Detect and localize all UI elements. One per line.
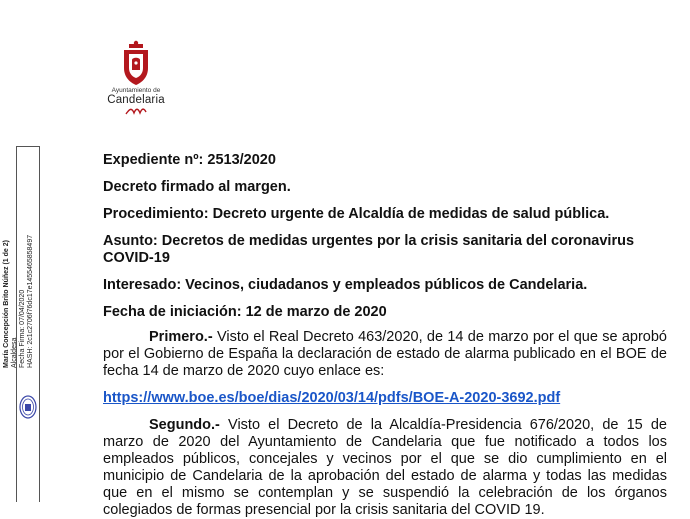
flourish-icon [124, 106, 148, 116]
signer-name: María Concepción Brito Núñez (1 de 2) [3, 240, 10, 368]
signature-date: Fecha Firma: 07/04/2020 [19, 289, 26, 368]
municipal-logo [103, 40, 169, 116]
logo-line2: Candelaria [107, 94, 165, 106]
boe-link-line [103, 390, 667, 407]
paragraph-segundo [103, 417, 667, 519]
segundo-text: Visto el Decreto de la Alcaldía-Presidencia 676/2020, de 15 de marzo de 2020 del Ayuntamiento de Candelaria que fue notificado a todos los empleados públicos, concejales y vecinos por el que se dio cumplimiento en el municipio de Candelaria de la aprobación del estado de alarma y todas las medidas que en el mismo se contemplan y se suspendió la celebración de los órganos colegiados de formas presencial por la crisis sanitaria del COVID 19. [103, 417, 667, 518]
procedimiento-line: Procedimiento: Decreto urgente de Alcaldía de medidas de salud pública. [103, 206, 610, 222]
primero-label: Primero.- [149, 329, 213, 345]
asunto-line: Asunto: Decretos de medidas urgentes por la crisis sanitaria del coronavirus COVID-19 [103, 233, 635, 266]
official-seal-icon [19, 395, 37, 419]
segundo-label: Segundo.- [149, 417, 220, 433]
signer-role: Alcaldesa [11, 337, 18, 368]
signature-hash: HASH: 2c1c2706f76dc17e1455465858497 [27, 234, 34, 368]
primero-text: Visto el Real Decreto 463/2020, de 14 de marzo por el que se aprobó por el Gobierno de España la declaración de estado de alarma publicado en el BOE de fecha 14 de marzo de 2020 cuyo enlace es: [103, 329, 667, 379]
decreto-line: Decreto firmado al margen. [103, 179, 291, 195]
logo-line1: Ayuntamiento de [111, 87, 161, 94]
document-body [103, 150, 667, 519]
boe-link[interactable]: https://www.boe.es/boe/dias/2020/03/14/pdfs/BOE-A-2020-3692.pdf [103, 390, 561, 406]
expediente-line: Expediente nº: 2513/2020 [103, 152, 276, 168]
fecha-line: Fecha de iniciación: 12 de marzo de 2020 [103, 304, 387, 320]
signature-block [3, 0, 35, 368]
paragraph-primero [103, 329, 667, 380]
candelaria-crest-icon [119, 40, 153, 86]
interesado-line: Interesado: Vecinos, ciudadanos y empleados públicos de Candelaria. [103, 277, 588, 293]
